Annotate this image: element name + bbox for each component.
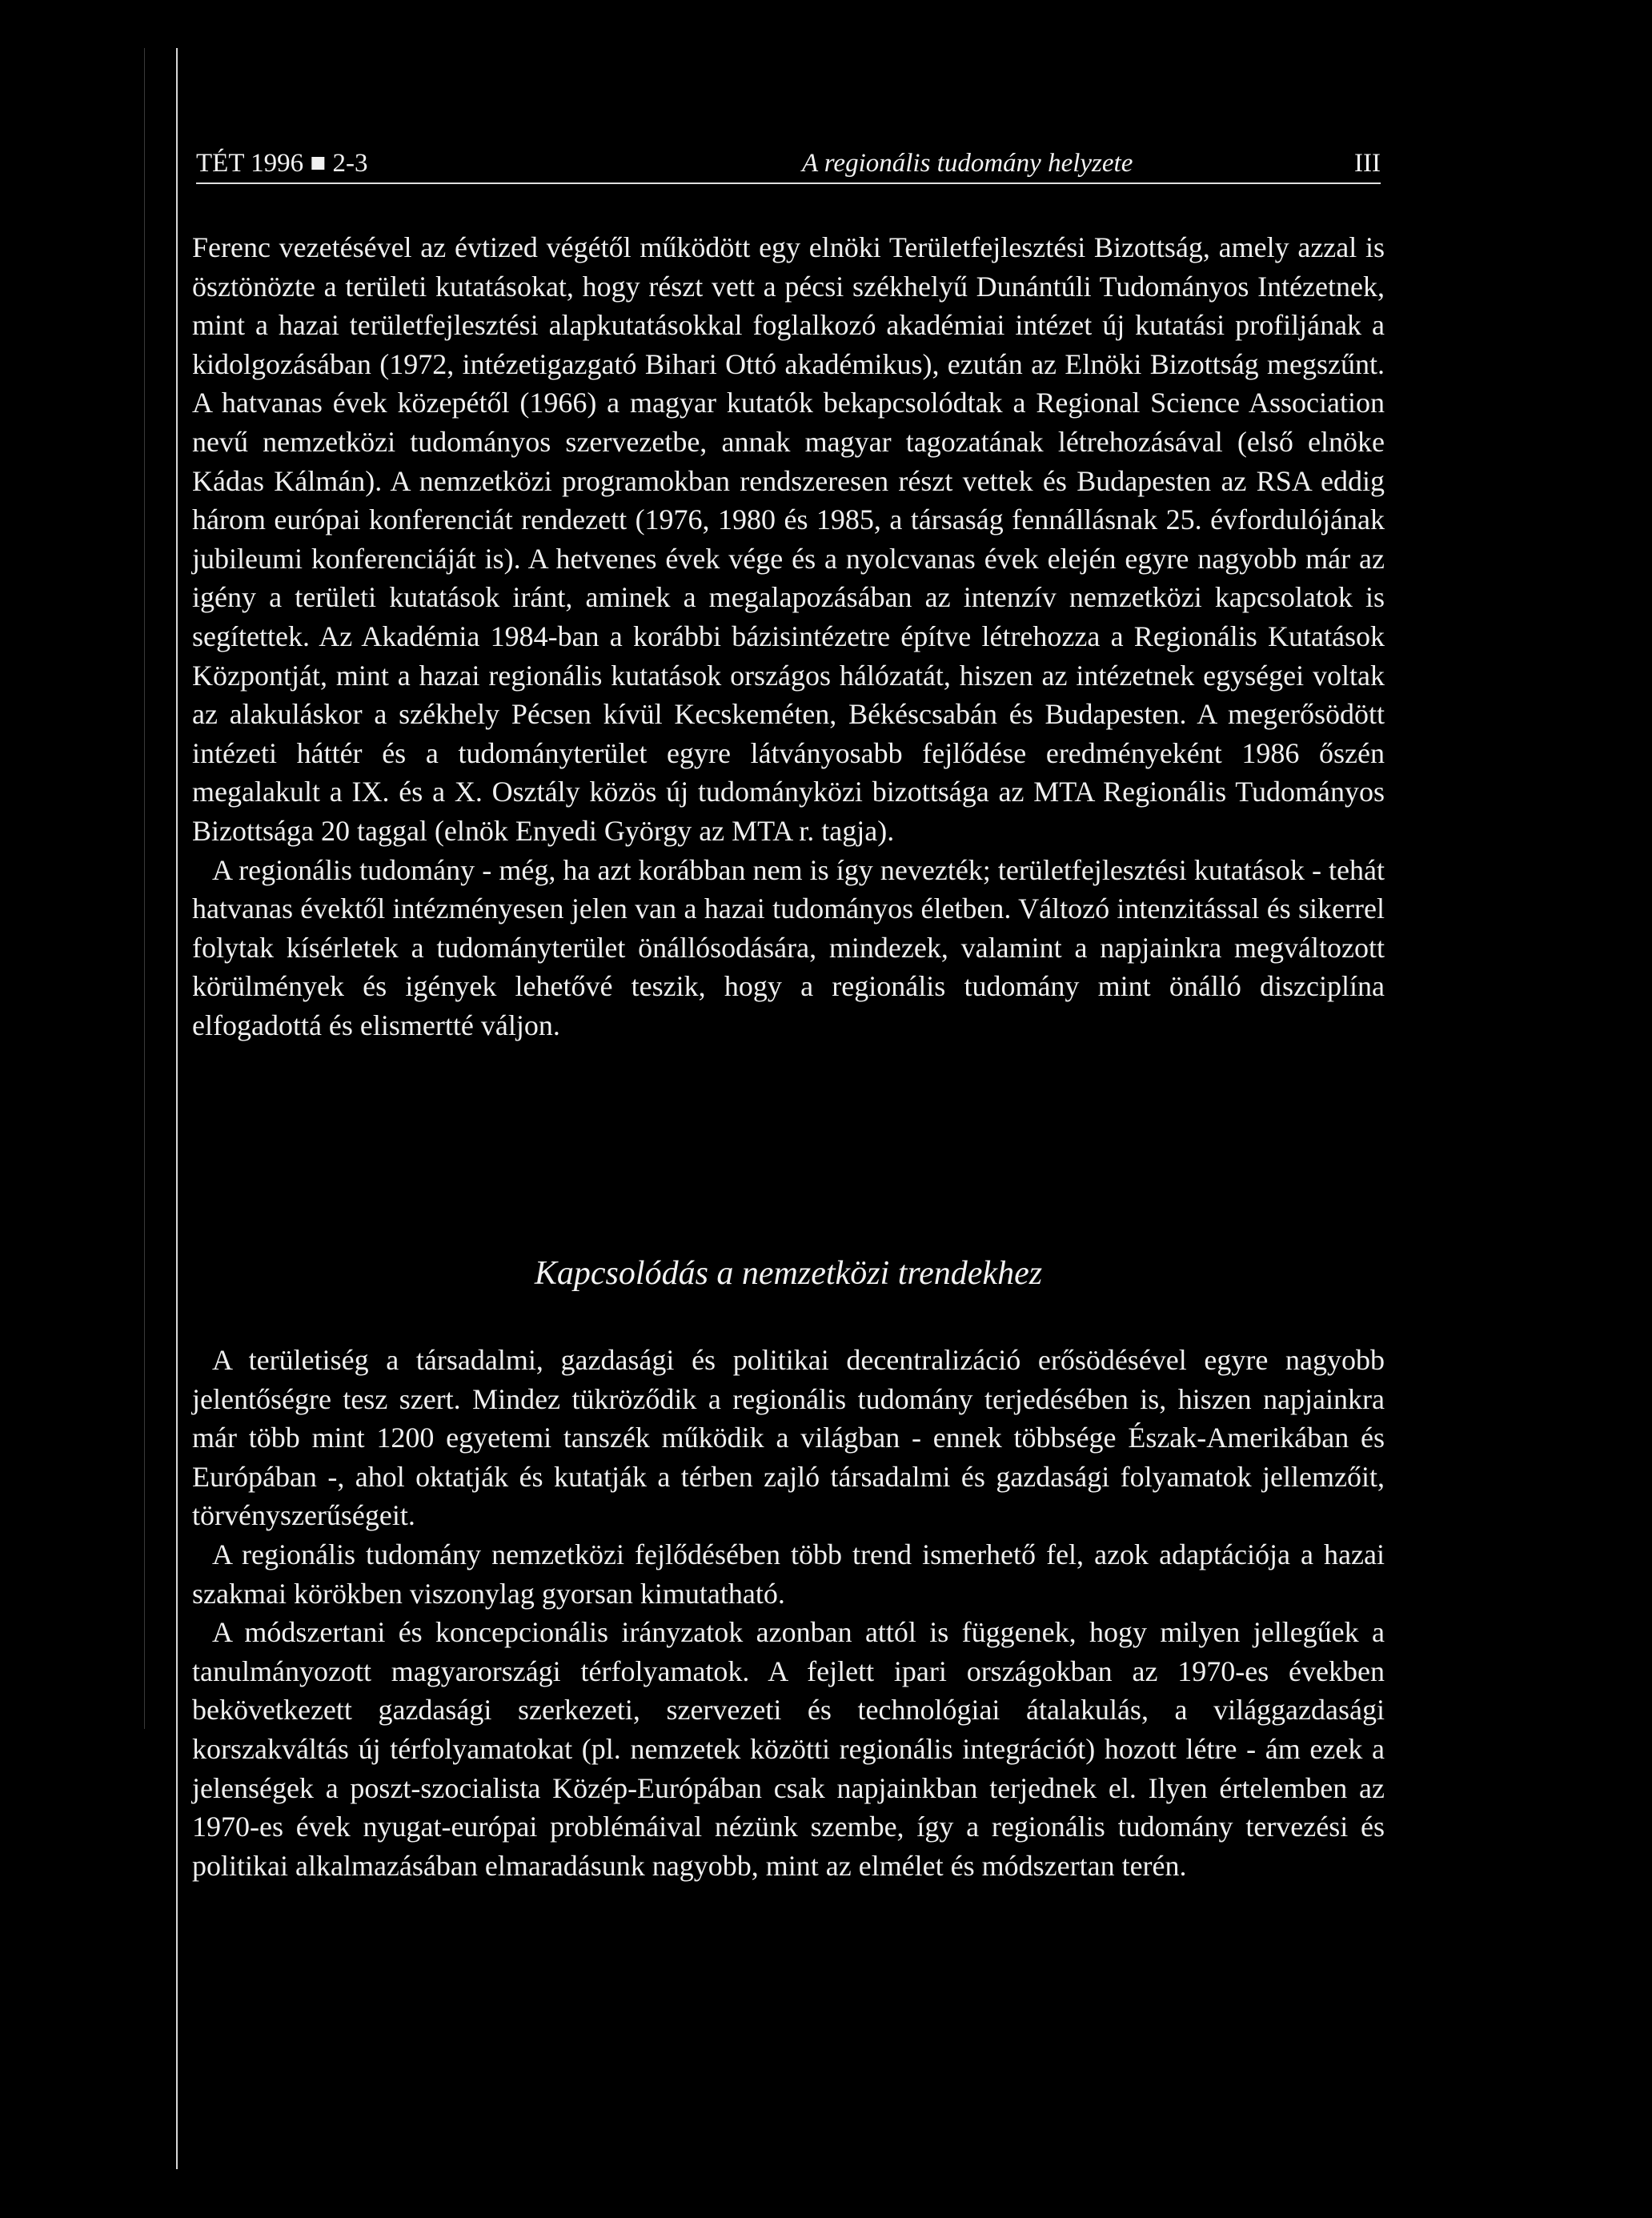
body-text-bottom bbox=[192, 1341, 1385, 1885]
paragraph: A módszertani és koncepcionális irányzatok azonban attól is függenek, hogy milyen jellegűek a tanulmányozott magyarországi térfolyamatok. A fejlett ipari országokban az 1970-es években bekövetkezett gazdasági szerkezeti, szervezeti és technológiai átalakulás, a világgazdasági korszakváltás új térfolyamatokat (pl. nemzetek közötti regionális integrációt) hozott létre - ám ezek a jelenségek a poszt-szocialista Közép-Európában csak napjainkban terjednek el. Ilyen értelemben az 1970-es évek nyugat-európai problémáival nézünk szembe, így a regionális tudomány tervezési és politikai alkalmazásában elmaradásunk nagyobb, mint az elmélet és módszertan terén. bbox=[192, 1616, 1385, 1882]
body-text-top bbox=[192, 228, 1385, 1045]
scan-margin-line-faint bbox=[144, 48, 145, 1729]
scan-margin-line bbox=[176, 48, 178, 2169]
page-number: III bbox=[1354, 149, 1381, 178]
paragraph: A területiség a társadalmi, gazdasági és politikai decentralizáció erősödésével egyre nagyobb jelentőségre tesz szert. Mindez tükröződik a regionális tudomány terjedésében is, hiszen napjainkra már több mint 1200 egyetemi tanszék működik a világban - ennek többsége Észak-Amerikában és Európában -, ahol oktatják és kutatják a térben zajló társadalmi és gazdasági folyamatok jellemzőit, törvényszerűségeit. bbox=[192, 1344, 1385, 1532]
section-heading: Kapcsolódás a nemzetközi trendekhez bbox=[534, 1255, 1043, 1292]
journal-issue: TÉT 1996 ■ 2-3 bbox=[196, 149, 368, 178]
running-title: A regionális tudomány helyzete bbox=[802, 149, 1133, 178]
paragraph: A regionális tudomány nemzetközi fejlődésében több trend ismerhető fel, azok adaptációja a hazai szakmai körökben viszonylag gyorsan kimutatható. bbox=[192, 1538, 1385, 1610]
paragraph: A regionális tudomány - még, ha azt korábban nem is így nevezték; területfejlesztési kutatások - tehát hatvanas évektől intézményesen jelen van a hazai tudományos életben. Változó intenzitással és sikerrel folytak kísérletek a tudományterület önállósodására, mindezek, valamint a napjainkra megváltozott körülmények és igények lehetővé teszik, hogy a regionális tudomány mint önálló diszciplína elfogadottá és elismertté váljon. bbox=[192, 853, 1385, 1041]
paragraph: Ferenc vezetésével az évtized végétől működött egy elnöki Területfejlesztési Bizottság, amely azzal is ösztönözte a területi kutatásokat, hogy részt vett a pécsi székhelyű Dunántúli Tudományos Intézetnek, mint a hazai területfejlesztési alapkutatásokkal foglalkozó akadémiai intézet új kutatási profiljának a kidolgozásában (1972, intézetigazgató Bihari Ottó akadémikus), ezután az Elnöki Bizottság megszűnt. A hatvanas évek közepétől (1966) a magyar kutatók bekapcsolódtak a Regional Science Association nevű nemzetközi tudományos szervezetbe, annak magyar tagozatának létrehozásával (első elnöke Kádas Kálmán). A nemzetközi programokban rendszeresen részt vettek és Budapesten az RSA eddig három európai konferenciát rendezett (1976, 1980 és 1985, a társaság fennállásnak 25. évfordulójának jubileumi konferenciáját is). A hetvenes évek vége és a nyolcvanas évek elején egyre nagyobb már az igény a területi kutatások iránt, aminek a megalapozásában az intenzív nemzetközi kapcsolatok is segítettek. Az Akadémia 1984-ban a korábbi bázisintézetre építve létrehozza a Regionális Kutatások Központját, mint a hazai regionális kutatások országos hálózatát, hiszen az intézetnek egységei voltak az alakuláskor a székhely Pécsen kívül Kecskeméten, Békéscsabán és Budapesten. A megerősödött intézeti háttér és a tudományterület egyre látványosabb fejlődése eredményeként 1986 őszén megalakult a IX. és a X. Osztály közös új tudományközi bizottsága az MTA Regionális Tudományos Bizottsága 20 taggal (elnök Enyedi György az MTA r. tagja). bbox=[192, 231, 1385, 847]
running-header bbox=[196, 144, 1381, 184]
